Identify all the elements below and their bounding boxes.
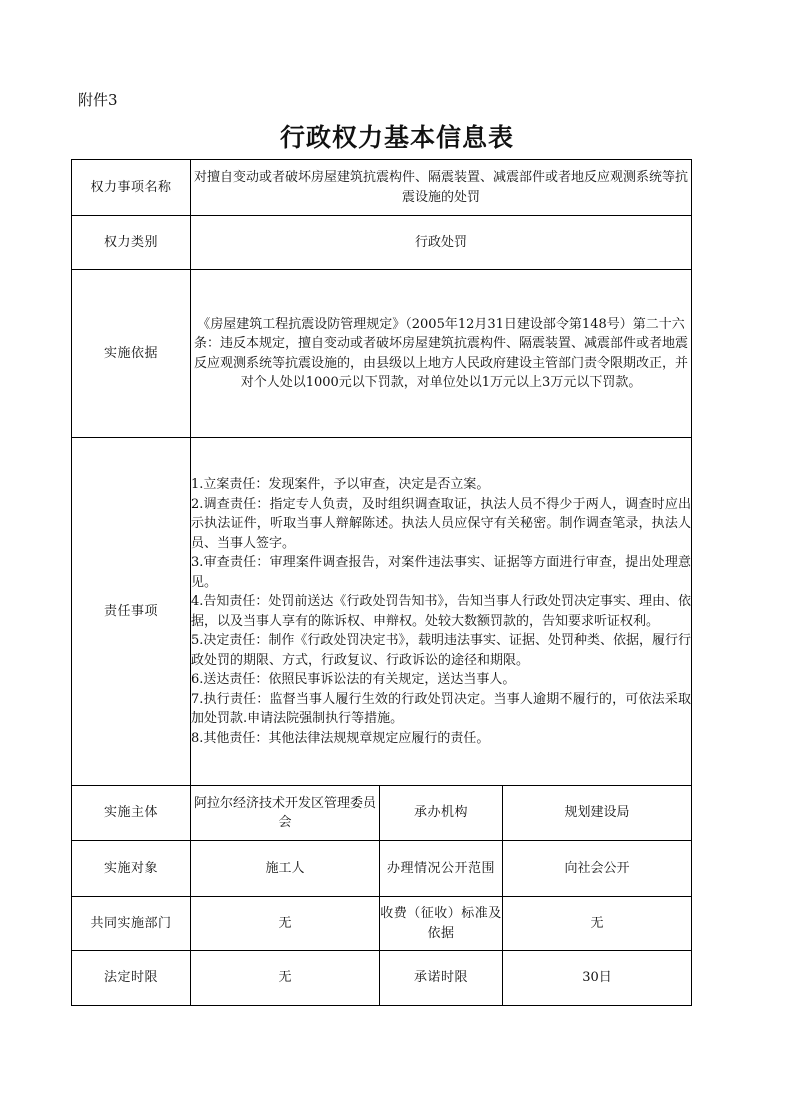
power-name-label: 权力事项名称 (72, 160, 191, 216)
fee-standard-label: 收费（征收）标准及依据 (380, 897, 503, 951)
responsibilities-list (191, 438, 692, 786)
promised-time-limit-label: 承诺时限 (380, 951, 503, 1006)
document-title: 行政权力基本信息表 (279, 123, 514, 152)
disclosure-scope-value: 向社会公开 (503, 841, 692, 897)
row-joint (72, 897, 692, 951)
basis-value: 《房屋建筑工程抗震设防管理规定》（2005年12月31日建设部令第148号）第二十六条：违反本规定，擅自变动或者破坏房屋建筑抗震构件、隔震装置、减震部件或者地震反应观测系统等抗震设施的，由县级以上地方人民政府建设主管部门责令限期改正，并对个人处以1000元以下罚款，对单位处以1万元以上3万元以下罚款。 (191, 270, 692, 438)
fee-standard-value: 无 (503, 897, 692, 951)
handling-agency-value: 规划建设局 (503, 786, 692, 841)
row-basis (72, 270, 692, 438)
promised-time-limit-value: 30日 (503, 951, 692, 1006)
responsibility-item: 2.调查责任：指定专人负责，及时组织调查取证，执法人员不得少于两人，调查时应出示执法证件，听取当事人辩解陈述。执法人员应保守有关秘密。制作调查笔录，执法人员、当事人签字。 (191, 496, 692, 551)
handling-agency-label: 承办机构 (380, 786, 503, 841)
basis-label: 实施依据 (72, 270, 191, 438)
row-power-category (72, 216, 692, 270)
subject-value: 阿拉尔经济技术开发区管理委员会 (191, 786, 380, 841)
subject-label: 实施主体 (72, 786, 191, 841)
row-responsibilities (72, 438, 692, 786)
target-value: 施工人 (191, 841, 380, 897)
responsibility-item: 4.告知责任：处罚前送达《行政处罚告知书》，告知当事人行政处罚决定事实、理由、依据，以及当事人享有的陈诉权、申辩权。处较大数额罚款的，告知要求听证权利。 (191, 594, 692, 629)
target-label: 实施对象 (72, 841, 191, 897)
attachment-label: 附件3 (78, 91, 118, 109)
responsibility-item: 1.立案责任：发现案件，予以审查，决定是否立案。 (191, 477, 490, 492)
responsibility-item: 8.其他责任：其他法律法规规章规定应履行的责任。 (191, 730, 490, 746)
joint-dept-label: 共同实施部门 (72, 897, 191, 951)
responsibility-item: 3.审查责任：审理案件调查报告，对案件违法事实、证据等方面进行审查，提出处理意见。 (191, 555, 692, 590)
responsibilities-label: 责任事项 (72, 438, 191, 786)
power-name-value: 对擅自变动或者破坏房屋建筑抗震构件、隔震装置、减震部件或者地反应观测系统等抗震设施的处罚 (191, 160, 692, 216)
power-category-label: 权力类别 (72, 216, 191, 270)
responsibility-item: 7.执行责任：监督当事人履行生效的行政处罚决定。当事人逾期不履行的，可依法采取加处罚款.申请法院强制执行等措施。 (191, 691, 692, 726)
legal-time-limit-value: 无 (191, 951, 380, 1006)
row-time-limit (72, 951, 692, 1006)
responsibility-item: 6.送达责任：依照民事诉讼法的有关规定，送达当事人。 (191, 672, 516, 687)
info-table (71, 159, 692, 1006)
row-subject (72, 786, 692, 841)
row-power-name (72, 160, 692, 216)
joint-dept-value: 无 (191, 897, 380, 951)
legal-time-limit-label: 法定时限 (72, 951, 191, 1006)
row-target (72, 841, 692, 897)
responsibility-item: 5.决定责任：制作《行政处罚决定书》，载明违法事实、证据、处罚种类、依据，履行行政处罚的期限、方式，行政复议、行政诉讼的途径和期限。 (191, 633, 692, 668)
disclosure-scope-label: 办理情况公开范围 (380, 841, 503, 897)
power-category-value: 行政处罚 (191, 216, 692, 270)
